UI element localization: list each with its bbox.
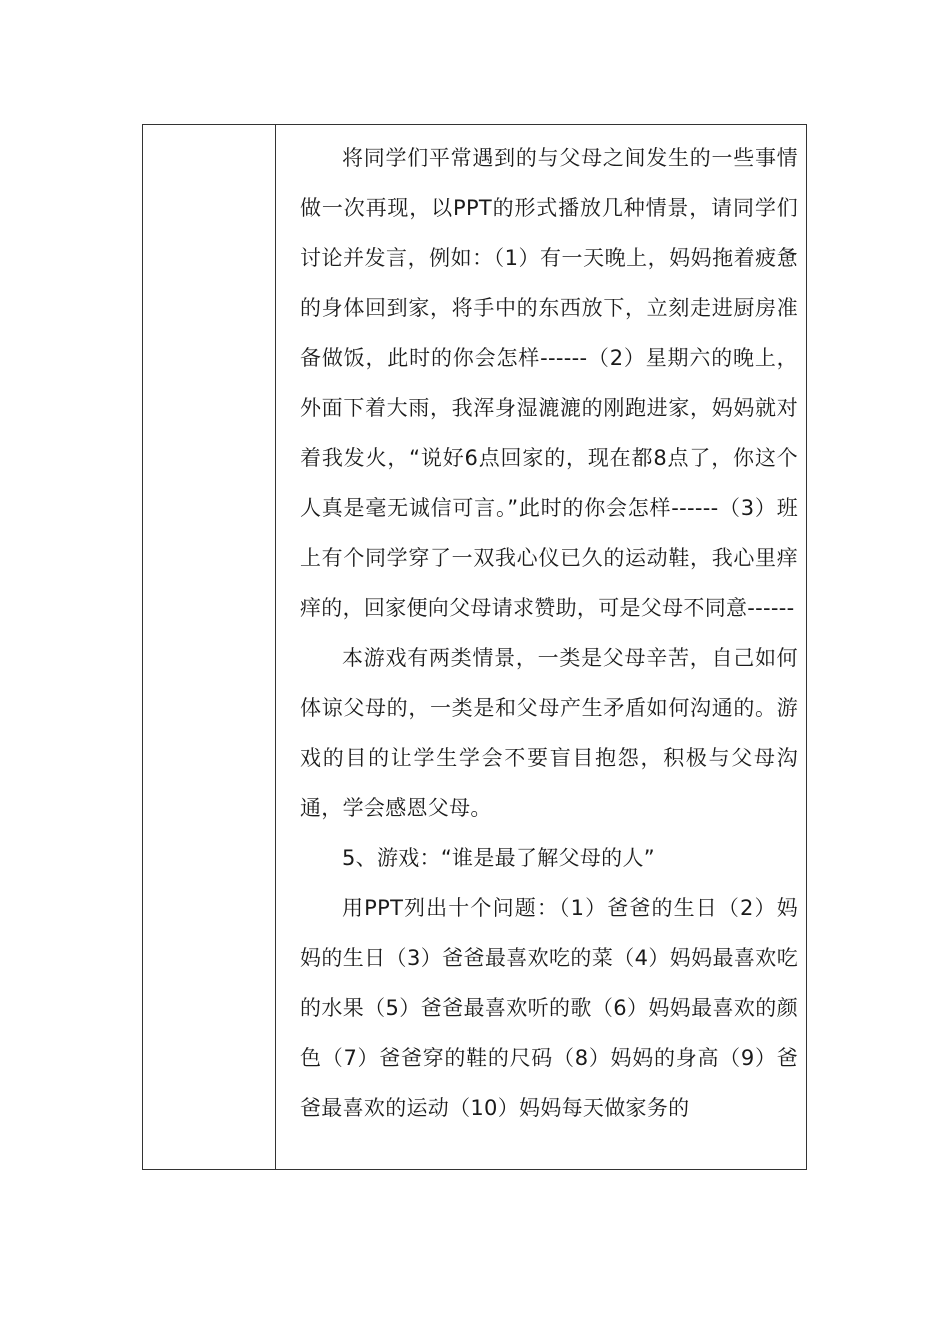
paragraph-questions: 用PPT列出十个问题：（1）爸爸的生日（2）妈妈的生日（3）爸爸最喜欢吃的菜（4）妈妈最喜欢吃的水果（5）爸爸最喜欢听的歌（6）妈妈最喜欢的颜色（7）爸爸穿的鞋的尺码（8）妈妈的身高（9）爸爸最喜欢的运动（10）妈妈每天做家务的 — [300, 896, 798, 1120]
paragraph-game-purpose: 本游戏有两类情景，一类是父母辛苦，自己如何体谅父母的，一类是和父母产生矛盾如何沟通的。游戏的目的让学生学会不要盲目抱怨，积极与父母沟通，学会感恩父母。 — [300, 646, 798, 820]
paragraph-scenarios: 将同学们平常遇到的与父母之间发生的一些事情做一次再现，以PPT的形式播放几种情景，请同学们讨论并发言，例如：（1）有一天晚上，妈妈拖着疲惫的身体回到家，将手中的东西放下，立刻走进厨房准备做饭，此时的你会怎样------（2）星期六的晚上，外面下着大雨，我浑身湿漉漉的刚跑进家，妈妈就对着我发火，“说好6点回家的，现在都8点了，你这个人真是毫无诚信可言。”此时的你会怎样------（3）班上有个同学穿了一双我心仪已久的运动鞋，我心里痒痒的，回家便向父母请求赞助，可是父母不同意------ — [300, 146, 798, 620]
document-table — [142, 124, 807, 1170]
table-content-cell — [276, 125, 806, 1169]
table-left-cell — [143, 125, 276, 1169]
paragraph-game-title: 5、游戏：“谁是最了解父母的人” — [342, 846, 655, 870]
